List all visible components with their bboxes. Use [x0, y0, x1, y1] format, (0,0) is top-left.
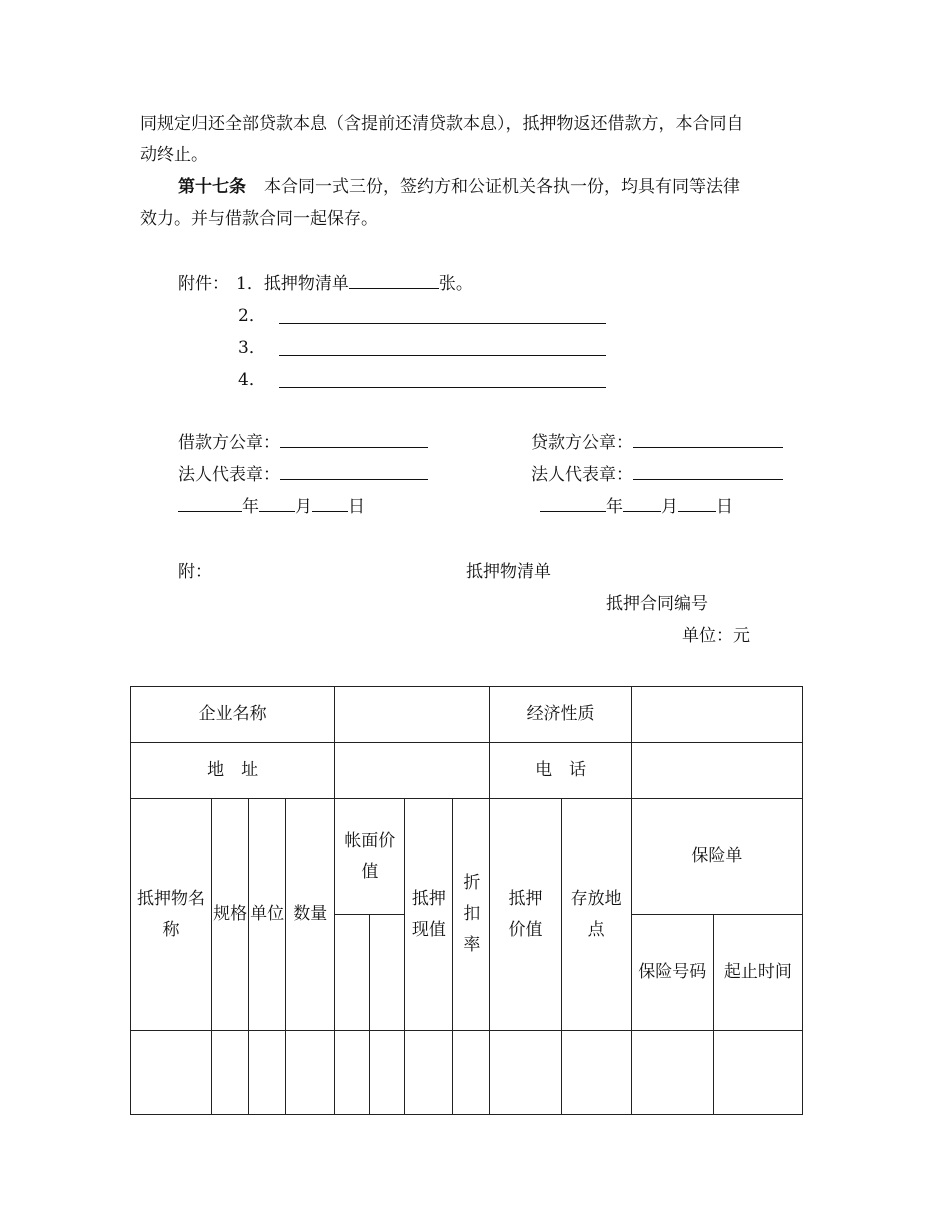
cell-unit[interactable]	[249, 1031, 286, 1115]
article-title: 第十七条	[178, 177, 246, 197]
year-right-blank[interactable]	[540, 495, 606, 512]
article-17	[178, 175, 740, 199]
header-mortgage-value: 抵押价值	[490, 799, 561, 1031]
borrower-seal-row: 借款方公章：	[178, 431, 428, 455]
appendix-title: 抵押物清单	[466, 562, 551, 582]
attachment-1-count-blank[interactable]	[349, 272, 439, 289]
legal-rep-right-row: 法人代表章：	[531, 463, 783, 487]
table-header-row-1	[131, 799, 803, 915]
book-value-sub-1	[335, 915, 370, 1031]
cell-current-value[interactable]	[405, 1031, 453, 1115]
date-right: 年 月 日	[540, 495, 733, 519]
cell-quantity[interactable]	[286, 1031, 335, 1115]
cell-mortgage-value[interactable]	[490, 1031, 561, 1115]
day-left-blank[interactable]	[312, 495, 348, 512]
phone-label: 电 话	[490, 743, 631, 799]
attachment-item-1: 1．抵押物清单 张。	[236, 274, 473, 294]
legal-rep-left-blank[interactable]	[280, 463, 428, 480]
cell-storage-location[interactable]	[561, 1031, 631, 1115]
company-name-value[interactable]	[335, 687, 490, 743]
header-insurance: 保险单	[631, 799, 802, 915]
body-line-4: 效力。并与借款合同一起保存。	[140, 209, 378, 229]
cell-item-name[interactable]	[131, 1031, 212, 1115]
attachment-item-2-num: 2．	[238, 306, 266, 326]
economic-nature-value[interactable]	[631, 687, 802, 743]
collateral-table	[130, 686, 803, 1115]
cell-book-value-2[interactable]	[370, 1031, 405, 1115]
header-current-value: 抵押现值	[405, 799, 453, 1031]
borrower-seal-blank[interactable]	[280, 431, 428, 448]
attachments-label: 附件：	[178, 274, 229, 294]
attachment-3-blank[interactable]	[279, 355, 606, 356]
attachment-item-3-num: 3．	[238, 338, 266, 358]
header-spec: 规格	[212, 799, 249, 1031]
body-line-2: 动终止。	[140, 145, 208, 165]
article-text: 本合同一式三份，签约方和公证机关各执一份，均具有同等法律	[264, 177, 740, 197]
year-left-blank[interactable]	[178, 495, 242, 512]
contract-number-label: 抵押合同编号	[606, 594, 708, 614]
unit-label: 单位：元	[682, 626, 750, 646]
month-right-blank[interactable]	[623, 495, 661, 512]
day-right-blank[interactable]	[678, 495, 716, 512]
date-left: 年 月 日	[178, 495, 365, 519]
legal-rep-right-blank[interactable]	[633, 463, 783, 480]
cell-policy-number[interactable]	[631, 1031, 713, 1115]
lender-seal-blank[interactable]	[633, 431, 783, 448]
table-row-company	[131, 687, 803, 743]
appendix-label: 附：	[178, 562, 212, 582]
attachment-2-blank[interactable]	[279, 323, 606, 324]
header-period: 起止时间	[713, 915, 802, 1031]
header-discount-rate: 折扣率	[453, 799, 490, 1031]
attachment-item-4-num: 4．	[238, 370, 266, 390]
cell-spec[interactable]	[212, 1031, 249, 1115]
table-row-address	[131, 743, 803, 799]
cell-discount-rate[interactable]	[453, 1031, 490, 1115]
body-line-1: 同规定归还全部贷款本息（含提前还清贷款本息），抵押物返还借款方，本合同自	[140, 114, 744, 134]
lender-seal-row: 贷款方公章：	[531, 431, 783, 455]
address-label: 地 址	[131, 743, 335, 799]
book-value-sub-2	[370, 915, 405, 1031]
header-unit: 单位	[249, 799, 286, 1031]
phone-value[interactable]	[631, 743, 802, 799]
cell-book-value-1[interactable]	[335, 1031, 370, 1115]
economic-nature-label: 经济性质	[490, 687, 631, 743]
header-quantity: 数量	[286, 799, 335, 1031]
attachment-4-blank[interactable]	[279, 387, 606, 388]
legal-rep-left-row: 法人代表章：	[178, 463, 428, 487]
company-name-label: 企业名称	[131, 687, 335, 743]
header-policy-number: 保险号码	[631, 915, 713, 1031]
month-left-blank[interactable]	[259, 495, 295, 512]
cell-period[interactable]	[713, 1031, 802, 1115]
address-value[interactable]	[335, 743, 490, 799]
header-item-name: 抵押物名称	[131, 799, 212, 1031]
table-row	[131, 1031, 803, 1115]
header-book-value: 帐面价值	[335, 799, 405, 915]
header-storage-location: 存放地点	[561, 799, 631, 1031]
